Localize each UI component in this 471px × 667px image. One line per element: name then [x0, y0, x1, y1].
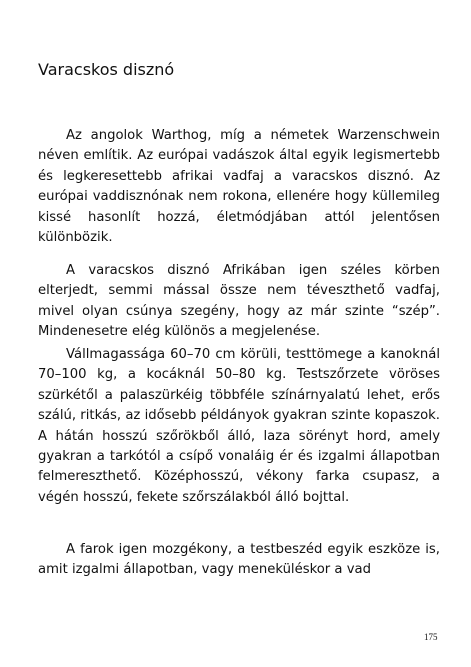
paragraph-distribution: A varacskos disznó Afrikában igen széles körben elterjedt, semmi mással össze nem téveszthető vadfaj, mivel olyan csúnya szegény, hogy az már szinte “szép”. Mindenesetre elég különös a megjelenése.	[38, 263, 440, 340]
page-title: Varacskos disznó	[38, 60, 175, 79]
page-number: 175	[424, 632, 438, 642]
paragraph-tail: A farok igen mozgékony, a testbeszéd egyik eszköze is, amit izgalmi állapotban, vagy meneküléskor a vad	[38, 542, 440, 578]
paragraph-intro: Az angolok Warthog, míg a németek Warzenschwein néven említik. Az európai vadászok által egyik legismertebb és legkeresettebb afrikai vadfaj a varacskos disznó. Az európai vaddisznónak nem rokona, ellenére hogy küllemileg kissé hasonlít hozzá, életmódjában attól jelentősen különbözik.	[38, 128, 440, 246]
paragraph-description: Vállmagassága 60–70 cm körüli, testtömege a kanoknál 70–100 kg, a kocáknál 50–80 kg. Testszőrzete vöröses szürkétől a palaszürkéig többféle színárnyalatú lehet, erős szálú, ritkás, az idősebb példányok gyakran szinte kopaszok. A hátán hosszú szőrökből álló, laza sörényt hord, amely gyakran a tarkótól a csípő vonaláig ér és izgalmi állapotban felmereszthető. Középhosszú, vékony farka csupasz, a végén hosszú, fekete szőrszálakból álló bojttal.	[38, 347, 440, 505]
